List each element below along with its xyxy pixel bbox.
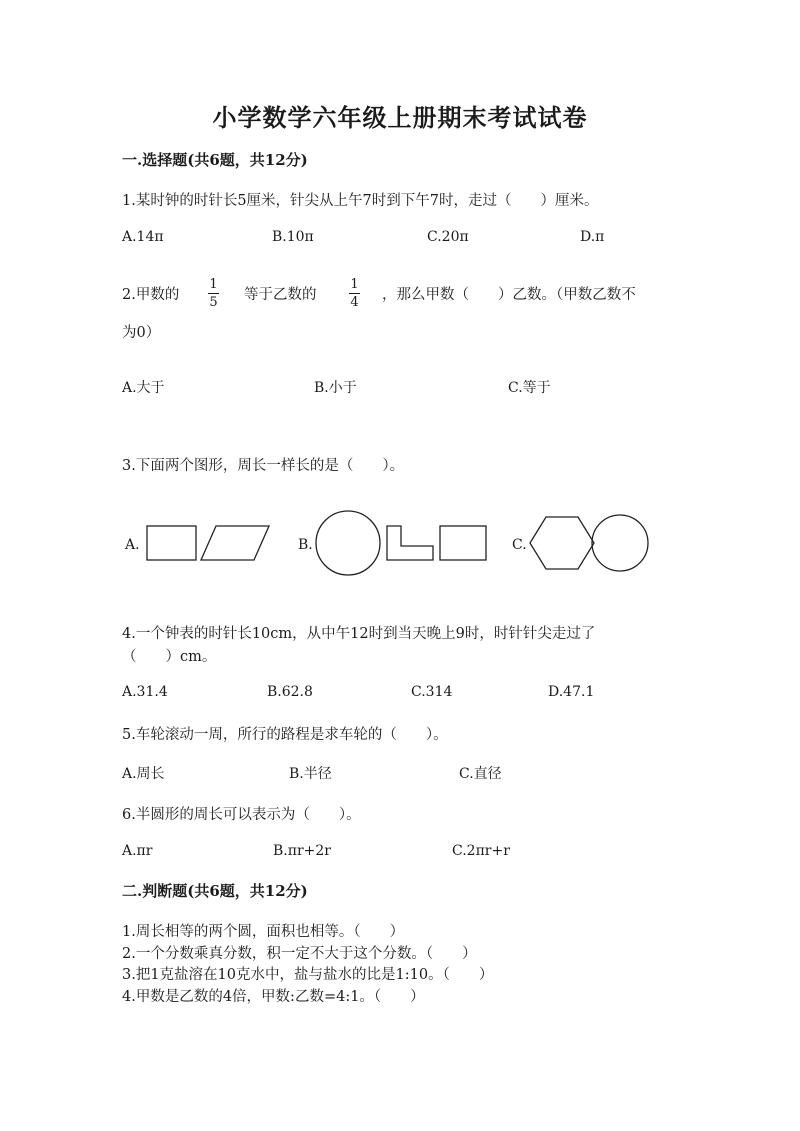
q2-option-c: C.等于	[508, 380, 551, 396]
judgment-item-1: 1.周长相等的两个圆，面积也相等。（ ）	[122, 924, 405, 940]
q1-option-b: B.10π	[272, 229, 314, 245]
fraction-numerator: 1	[209, 277, 218, 292]
q2-option-b: B.小于	[314, 380, 357, 396]
question-2-stem-a: 2.甲数的	[122, 287, 180, 303]
fraction-bar	[349, 293, 360, 294]
fraction-numerator: 1	[350, 277, 359, 292]
q4-option-a: A.31.4	[122, 684, 168, 700]
hexagon-shape	[530, 517, 594, 569]
q3-figures	[0, 500, 800, 590]
rectangle-shape	[440, 526, 486, 560]
question-3-stem: 3.下面两个图形，周长一样长的是（ ）。	[122, 458, 405, 474]
question-6-stem: 6.半圆形的周长可以表示为（ ）。	[122, 807, 361, 823]
question-5-stem: 5.车轮滚动一周，所行的路程是求车轮的（ ）。	[122, 727, 448, 743]
q3-label-c: C.	[512, 537, 527, 553]
q3-label-a: A.	[125, 537, 140, 553]
section-heading-choice: 一.选择题(共6题，共12分)	[122, 151, 308, 169]
q4-option-c: C.314	[411, 684, 453, 700]
l-shape	[387, 526, 433, 560]
question-2-stem-b: 等于乙数的	[244, 287, 317, 303]
section-heading-judgment: 二.判断题(共6题，共12分)	[122, 882, 308, 900]
q5-option-a: A.周长	[122, 766, 165, 782]
fraction-bar	[208, 293, 219, 294]
judgment-item-2: 2.一个分数乘真分数，积一定不大于这个分数。（ ）	[122, 946, 477, 962]
q6-option-a: A.πr	[122, 843, 153, 859]
q6-option-c: C.2πr+r	[452, 843, 510, 859]
parallelogram-shape	[201, 526, 269, 560]
fraction-one-fourth	[349, 277, 360, 310]
q5-option-c: C.直径	[459, 766, 502, 782]
judgment-item-3: 3.把1克盐溶在10克水中，盐与盐水的比是1:10。（ ）	[122, 967, 494, 983]
question-2-stem-c: ，那么甲数（ ）乙数。（甲数乙数不	[382, 287, 636, 303]
q1-option-c: C.20π	[427, 229, 469, 245]
square-shape	[147, 526, 196, 560]
question-4-stem-b: （ ）cm。	[122, 649, 217, 665]
circle-shape-c	[592, 515, 648, 571]
q1-option-a: A.14π	[122, 229, 164, 245]
q1-option-d: D.π	[580, 229, 605, 245]
q5-option-b: B.半径	[289, 766, 332, 782]
q6-option-b: B.πr+2r	[273, 843, 331, 859]
question-2-stem-d: 为0）	[122, 325, 161, 341]
q2-option-a: A.大于	[122, 380, 165, 396]
fraction-one-fifth	[208, 277, 219, 310]
question-4-stem-a: 4.一个钟表的时针长10cm，从中午12时到当天晚上9时，时针针尖走过了	[122, 626, 596, 642]
fraction-denominator: 5	[209, 295, 218, 310]
q3-label-b: B.	[298, 537, 313, 553]
circle-shape	[316, 511, 380, 575]
question-1-stem: 1.某时钟的时针长5厘米，针尖从上午7时到下午7时，走过（ ）厘米。	[122, 193, 599, 209]
fraction-denominator: 4	[350, 295, 359, 310]
judgment-item-4: 4.甲数是乙数的4倍，甲数:乙数=4:1。（ ）	[122, 989, 425, 1005]
q4-option-b: B.62.8	[267, 684, 313, 700]
q4-option-d: D.47.1	[548, 684, 595, 700]
page-title: 小学数学六年级上册期末考试试卷	[212, 103, 588, 132]
